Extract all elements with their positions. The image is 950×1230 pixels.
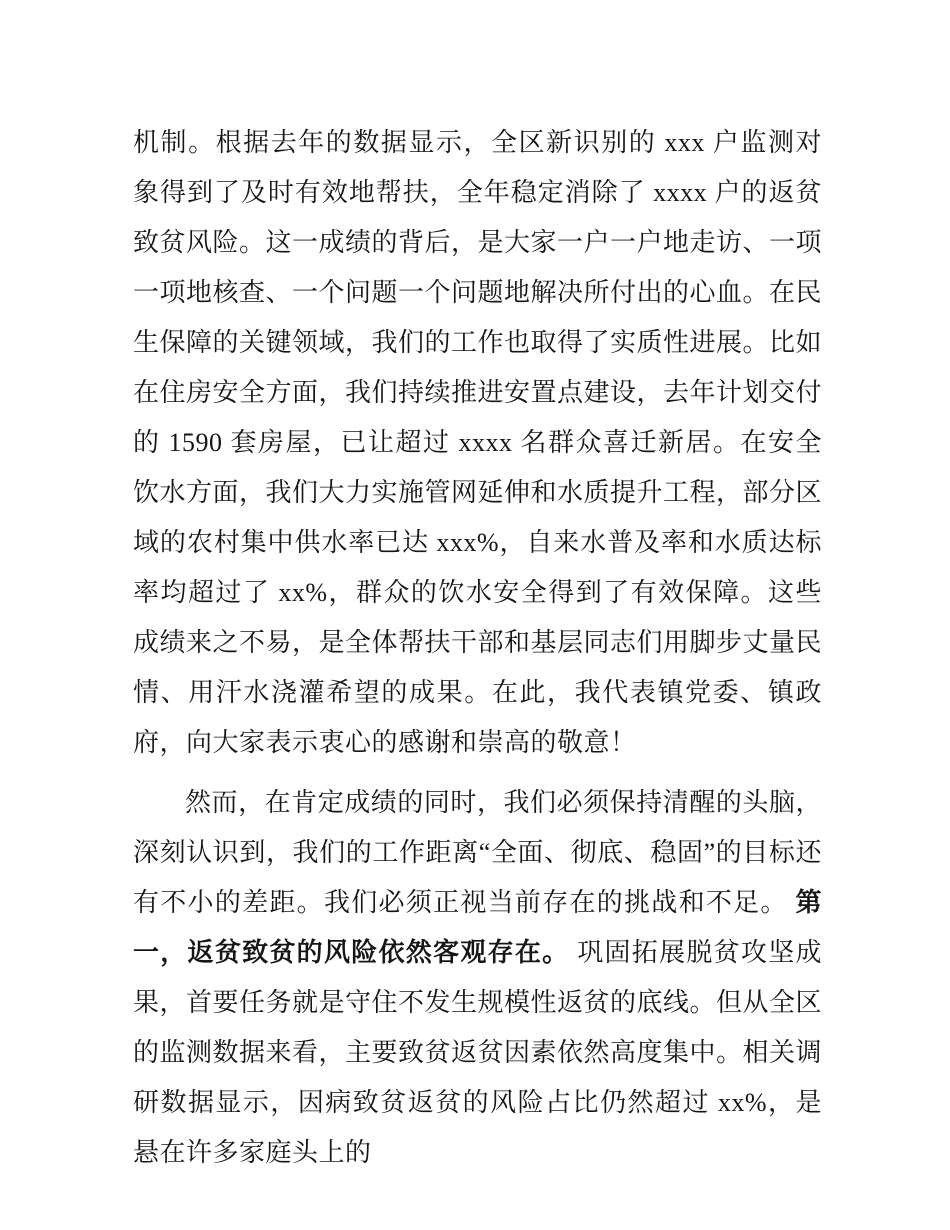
- paragraph-1: [133, 118, 822, 768]
- text-run: 机制。根据去年的数据显示，全区新识别的 xxx 户监测对象得到了及时有效地帮扶，全年稳定消除了 xxxx 户的返贫致贫风险。这一成绩的背后，是大家一户一户地走访、一项一项地核查、一个问题一个问题地解决所付出的心血。在民生保障的关键领域，我们的工作也取得了实质性进展。比如在住房安全方面，我们持续推进安置点建设，去年计划交付的 1590 套房屋，已让超过 xxxx 名群众喜迁新居。在安全饮水方面，我们大力实施管网延伸和水质提升工程，部分区域的农村集中供水率已达 xxx%，自来水普及率和水质达标率均超过了 xx%，群众的饮水安全得到了有效保障。这些成绩来之不易，是全体帮扶干部和基层同志们用脚步丈量民情、用汗水浇灌希望的成果。在此，我代表镇党委、镇政府，向大家表示衷心的感谢和崇高的敬意！: [133, 128, 823, 757]
- paragraph-2: [133, 778, 822, 1178]
- text-run: 巩固拓展脱贫攻坚成果，首要任务就是守住不发生规模性返贫的底线。但从全区的监测数据来看，主要致贫返贫因素依然高度集中。相关调研数据显示，因病致贫返贫的风险占比仍然超过 xx%，是悬在许多家庭头上的: [133, 938, 823, 1167]
- text-run-bold: 第一，返贫致贫的风险依然客观存在。: [133, 888, 822, 967]
- text-run: 然而，在肯定成绩的同时，我们必须保持清醒的头脑，深刻认识到，我们的工作距离“全面、彻底、稳固”的目标还有不小的差距。我们必须正视当前存在的挑战和不足。: [133, 788, 822, 917]
